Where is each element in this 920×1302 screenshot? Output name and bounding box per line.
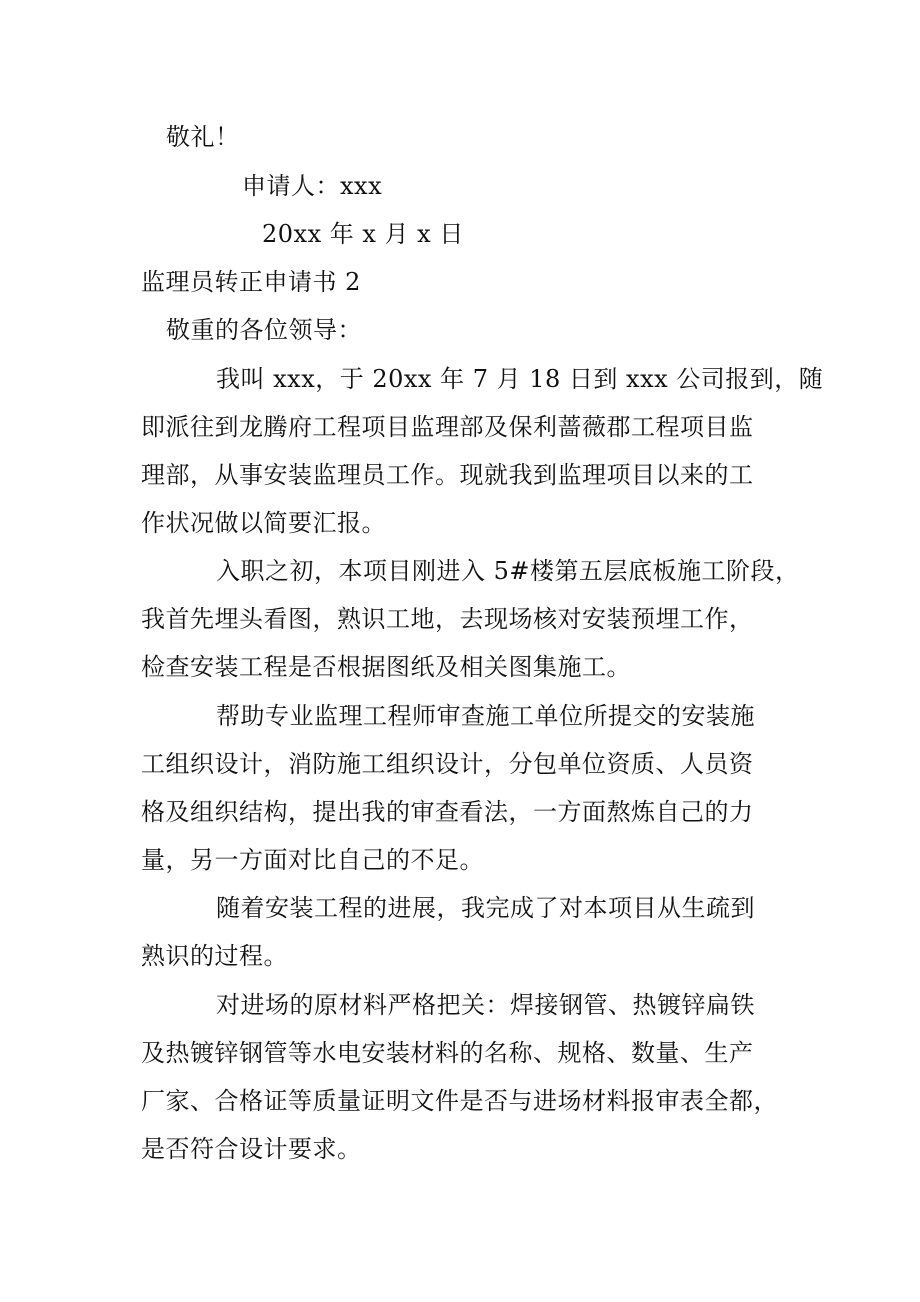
paragraph-line: 我叫 xxx，于 20xx 年 7 月 18 日到 xxx 公司报到，随	[216, 365, 824, 393]
paragraph-line: 理部，从事安装监理员工作。现就我到监理项目以来的工	[141, 461, 754, 489]
paragraph-line: 入职之初，本项目刚进入 5#楼第五层底板施工阶段，	[216, 557, 800, 585]
paragraph-line: 工组织设计，消防施工组织设计，分包单位资质、人员资	[141, 750, 754, 778]
section-title: 监理员转正申请书 2	[141, 268, 361, 296]
paragraph-line: 熟识的过程。	[141, 942, 288, 970]
paragraph-line: 格及组织结构，提出我的审查看法，一方面熬炼自己的力	[141, 798, 754, 826]
paragraph-line: 及热镀锌钢管等水电安装材料的名称、规格、数量、生产	[141, 1039, 754, 1067]
paragraph-line: 随着安装工程的进展，我完成了对本项目从生疏到	[216, 894, 755, 922]
applicant-signature: 申请人：xxx	[242, 172, 383, 200]
paragraph-line: 是否符合设计要求。	[141, 1135, 362, 1163]
signature-date: 20xx 年 x 月 x 日	[262, 220, 464, 248]
greeting: 敬重的各位领导：	[166, 316, 362, 344]
paragraph-line: 我首先埋头看图，熟识工地，去现场核对安装预埋工作，	[141, 605, 754, 633]
paragraph-line: 厂家、合格证等质量证明文件是否与进场材料报审表全都，	[141, 1087, 778, 1115]
paragraph-line: 作状况做以简要汇报。	[141, 509, 386, 537]
paragraph-line: 帮助专业监理工程师审查施工单位所提交的安装施	[216, 702, 755, 730]
paragraph-line: 对进场的原材料严格把关：焊接钢管、热镀锌扁铁	[216, 991, 755, 1019]
paragraph-line: 检查安装工程是否根据图纸及相关图集施工。	[141, 653, 631, 681]
closing-salute: 敬礼！	[166, 123, 240, 151]
paragraph-line: 即派往到龙腾府工程项目监理部及保利蔷薇郡工程项目监	[141, 413, 754, 441]
paragraph-line: 量，另一方面对比自己的不足。	[141, 846, 484, 874]
